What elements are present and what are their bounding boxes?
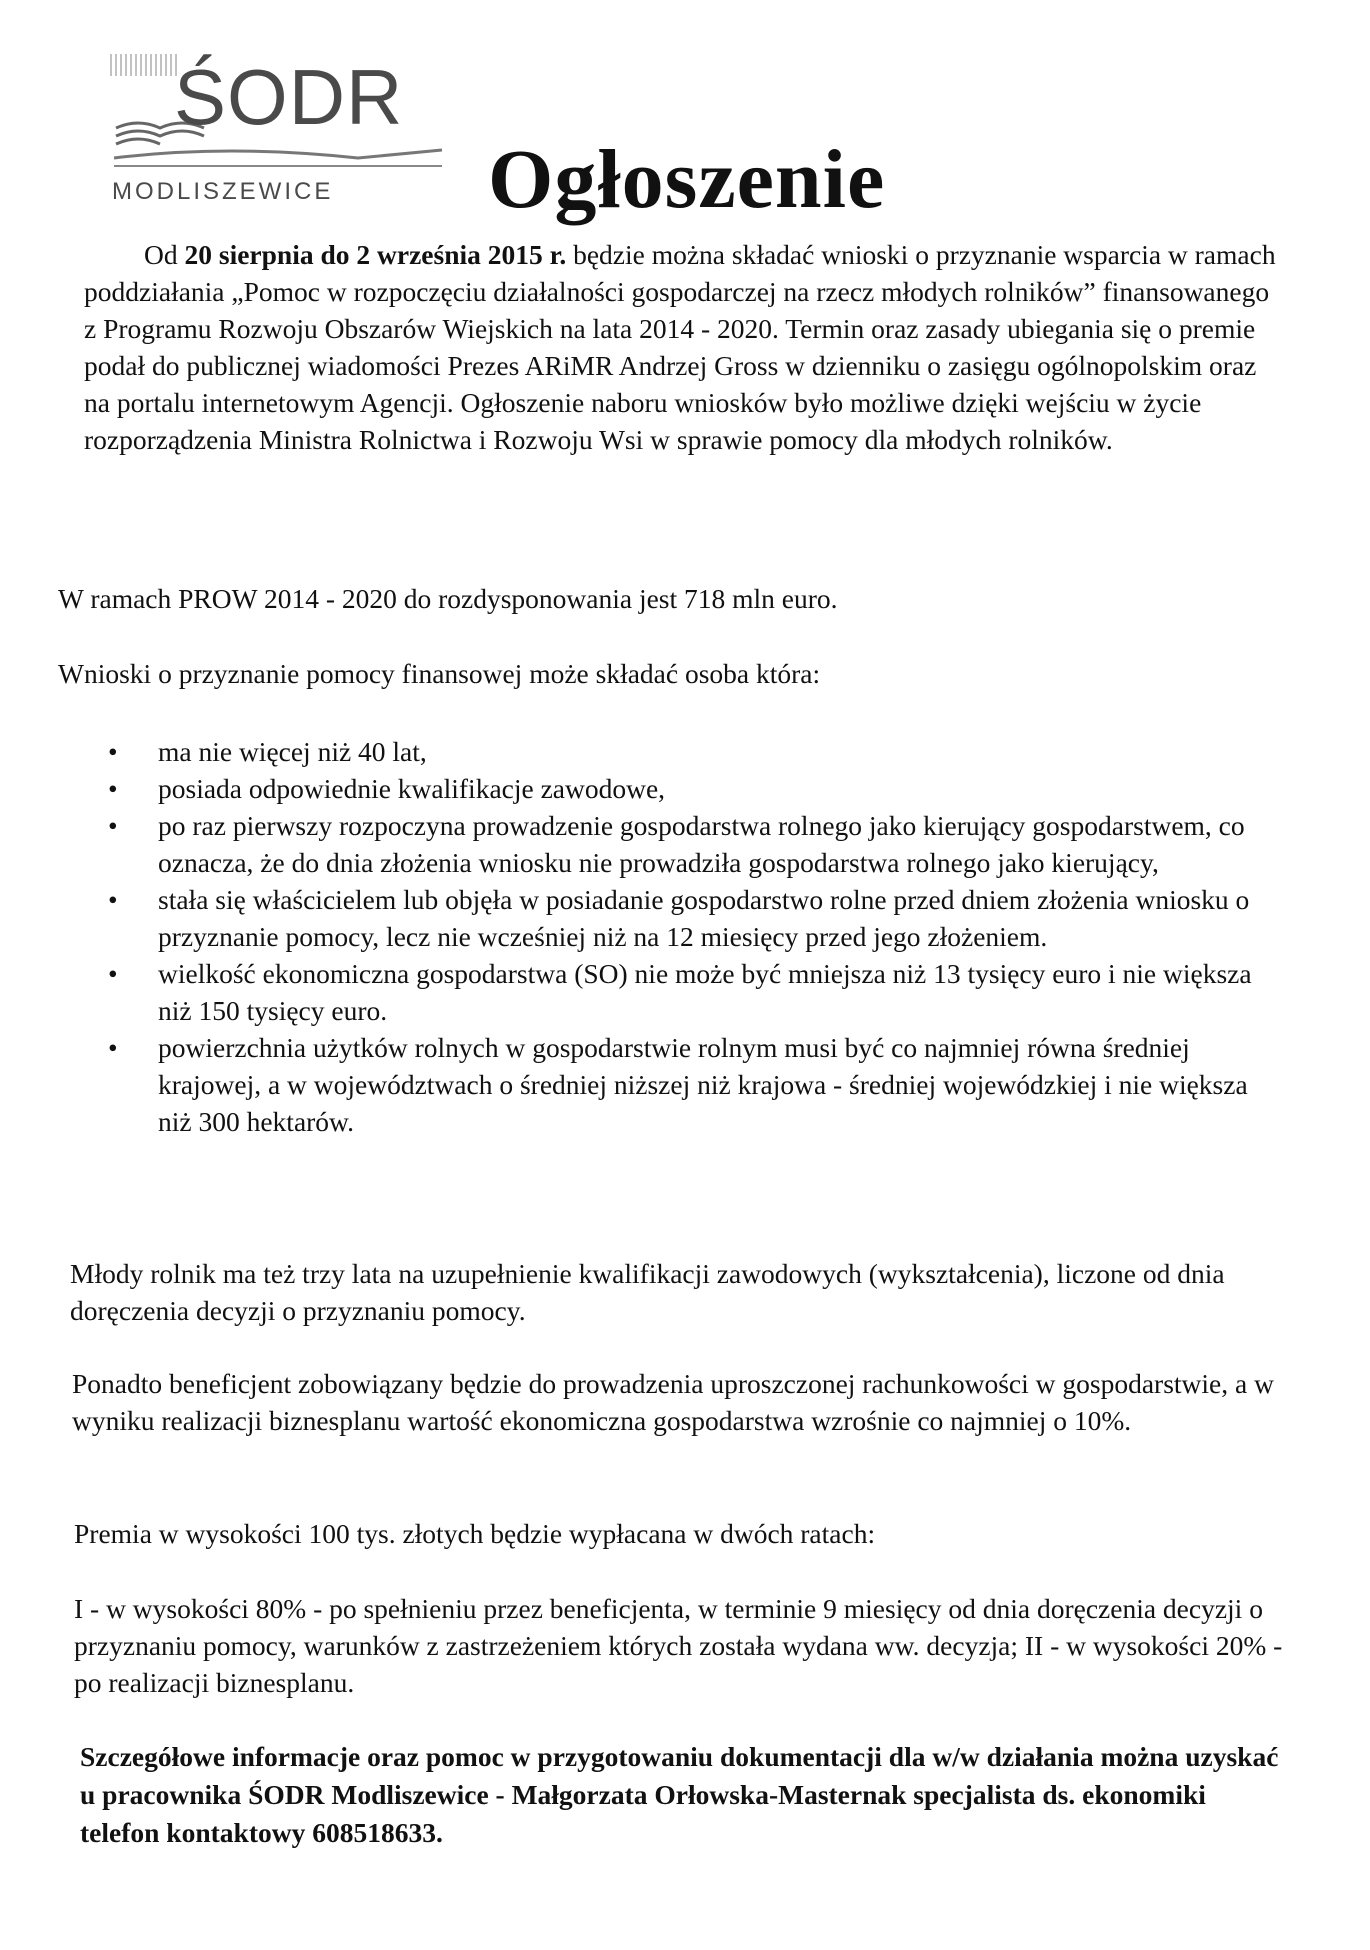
qualifications-paragraph: Młody rolnik ma też trzy lata na uzupełnienie kwalifikacji zawodowych (wykształcenia), liczone od dnia doręczenia decyzji o przyznaniu pomocy. [70,1258,1225,1326]
intro-paragraph [84,236,1284,458]
list-item: • ma nie więcej niż 40 lat, [108,733,1288,770]
intro-dates: 20 sierpnia do 2 września 2015 r. [184,239,567,270]
list-item: • powierzchnia użytków rolnych w gospodarstwie rolnym musi być co najmniej równa średniej krajowej, a w województwach o średniej niższej niż krajowa - średniej wojewódzkiej i nie większa niż 300 hektarów. [108,1029,1288,1140]
logo-name: ŚODR [174,53,404,141]
list-item: • stała się właścicielem lub objęła w posiadanie gospodarstwo rolne przed dniem złożenia wniosku o przyznanie pomocy, lecz nie wcześniej niż na 12 miesięcy przed jego złożeniem. [108,881,1288,955]
list-item: • posiada odpowiednie kwalifikacje zawodowe, [108,770,1288,807]
intro-rest: będzie można składać wnioski o przyznanie wsparcia w ramach poddziałania „Pomoc w rozpoczęciu działalności gospodarczej na rzecz młodych rolników” finansowanego z Programu Rozwoju Obszarów Wiejskich na lata 2014 - 2020. Termin oraz zasady ubiegania się o premie podał do publicznej wiadomości Prezes ARiMR Andrzej Gross w dzienniku o zasięgu ogólnopolskim oraz na portalu internetowym Agencji. Ogłoszenie naboru wniosków było możliwe dzięki wejściu w życie rozporządzenia Ministra Rolnictwa i Rozwoju Wsi w sprawie pomocy dla młodych rolników. [84,239,1276,455]
obligations-paragraph: Ponadto beneficjent zobowiązany będzie do prowadzenia uproszczonej rachunkowości w gospodarstwie, a w wyniku realizacji biznesplanu wartość ekonomiczna gospodarstwa wzrośnie co najmniej o 10%. [72,1368,1274,1436]
conditions-list [108,733,1288,1140]
budget-paragraph: W ramach PROW 2014 - 2020 do rozdysponowania jest 718 mln euro. [58,583,838,614]
sodr-logo [108,52,448,205]
premium-paragraph: Premia w wysokości 100 tys. złotych będzie wypłacana w dwóch ratach: [74,1518,876,1549]
list-item: • wielkość ekonomiczna gospodarstwa (SO) nie może być mniejsza niż 13 tysięcy euro i nie większa niż 150 tysięcy euro. [108,955,1288,1029]
eligibility-intro: Wnioski o przyznanie pomocy finansowej może składać osoba która: [58,658,821,689]
list-item: • po raz pierwszy rozpoczyna prowadzenie gospodarstwa rolnego jako kierujący gospodarstwem, co oznacza, że do dnia złożenia wniosku nie prowadziła gospodarstwa rolnego jako kierujący, [108,807,1288,881]
intro-pre: Od [144,239,185,270]
logo-bars-decoration [110,54,180,76]
page-title: Ogłoszenie [488,133,886,226]
contact-paragraph: Szczegółowe informacje oraz pomoc w przygotowaniu dokumentacji dla w/w działania można uzyskać u pracownika ŚODR Modliszewice - Małgorzata Orłowska-Masternak specjalista ds. ekonomiki telefon kontaktowy 608518633. [80,1741,1279,1848]
logo-subtitle: MODLISZEWICE [112,178,334,205]
installments-paragraph: I - w wysokości 80% - po spełnieniu przez beneficjenta, w terminie 9 miesięcy od dnia doręczenia decyzji o przyznaniu pomocy, warunków z zastrzeżeniem których została wydana ww. decyzja; II - w wysokości 20% - po realizacji biznesplanu. [74,1593,1283,1698]
